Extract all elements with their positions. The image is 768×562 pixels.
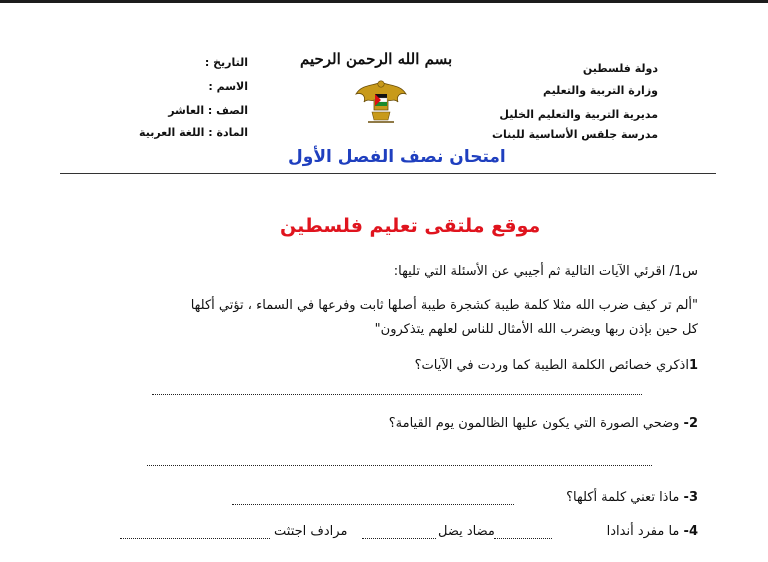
sub-question-4 bbox=[607, 524, 698, 539]
answer-line-4c[interactable] bbox=[120, 538, 270, 539]
sub-question-number: 4- bbox=[683, 524, 698, 539]
sub-question-text: ماذا تعني كلمة أكلها؟ bbox=[566, 490, 680, 505]
question1-prompt: س1/ اقرئي الآيات التالية ثم أجيبي عن الأسئلة التي تليها: bbox=[393, 264, 698, 279]
sub-question-number: 2- bbox=[683, 416, 698, 431]
header-ministry: وزارة التربية والتعليم bbox=[543, 84, 658, 97]
exam-title: امتحان نصف الفصل الأول bbox=[288, 147, 506, 167]
sub-question-3 bbox=[566, 490, 698, 505]
sub-question-text-c: مرادف اجتثت bbox=[274, 524, 348, 539]
answer-line-2[interactable] bbox=[147, 465, 652, 466]
header-name: الاسم : bbox=[208, 80, 248, 93]
sub-question-text-b: مضاد يضل bbox=[438, 524, 495, 539]
sub-question-text-a: ما مفرد أندادا bbox=[606, 524, 680, 539]
header-date: التاريخ : bbox=[204, 56, 248, 69]
sub-question-text: وضحي الصورة التي يكون عليها الظالمون يوم القيامة؟ bbox=[388, 416, 680, 431]
verse-line-1: "ألم تر كيف ضرب الله مثلا كلمة طيبة كشجرة طيبة أصلها ثابت وفرعها في السماء ، تؤتي أكلها bbox=[190, 298, 698, 313]
answer-line-4b[interactable] bbox=[362, 538, 436, 539]
sub-question-number: 3- bbox=[683, 490, 698, 505]
answer-line-1[interactable] bbox=[152, 394, 642, 395]
header-state: دولة فلسطين bbox=[582, 62, 658, 75]
header-divider bbox=[60, 173, 716, 174]
verse-line-2: كل حين بإذن ربها ويضرب الله الأمثال للناس لعلهم يتذكرون" bbox=[374, 322, 698, 337]
site-title: موقع ملتقى تعليم فلسطين bbox=[280, 215, 541, 237]
sub-question-number: 1 bbox=[688, 358, 698, 373]
basmala: بسم الله الرحمن الرحيم bbox=[300, 50, 453, 68]
sub-question-2 bbox=[389, 416, 698, 431]
sub-question-text: اذكري خصائص الكلمة الطيبة كما وردت في الآيات؟ bbox=[414, 358, 689, 373]
top-border bbox=[0, 0, 768, 3]
header-grade: الصف : العاشر bbox=[168, 104, 248, 117]
answer-line-4a[interactable] bbox=[494, 538, 552, 539]
header-school: مدرسة جلقس الأساسية للبنات bbox=[491, 128, 658, 141]
palestine-emblem-icon bbox=[354, 76, 408, 126]
header-directorate: مديرية التربية والتعليم الخليل bbox=[499, 108, 658, 121]
header-subject: المادة : اللغة العربية bbox=[139, 126, 248, 139]
sub-question-1 bbox=[415, 358, 698, 373]
answer-line-3[interactable] bbox=[232, 504, 514, 505]
